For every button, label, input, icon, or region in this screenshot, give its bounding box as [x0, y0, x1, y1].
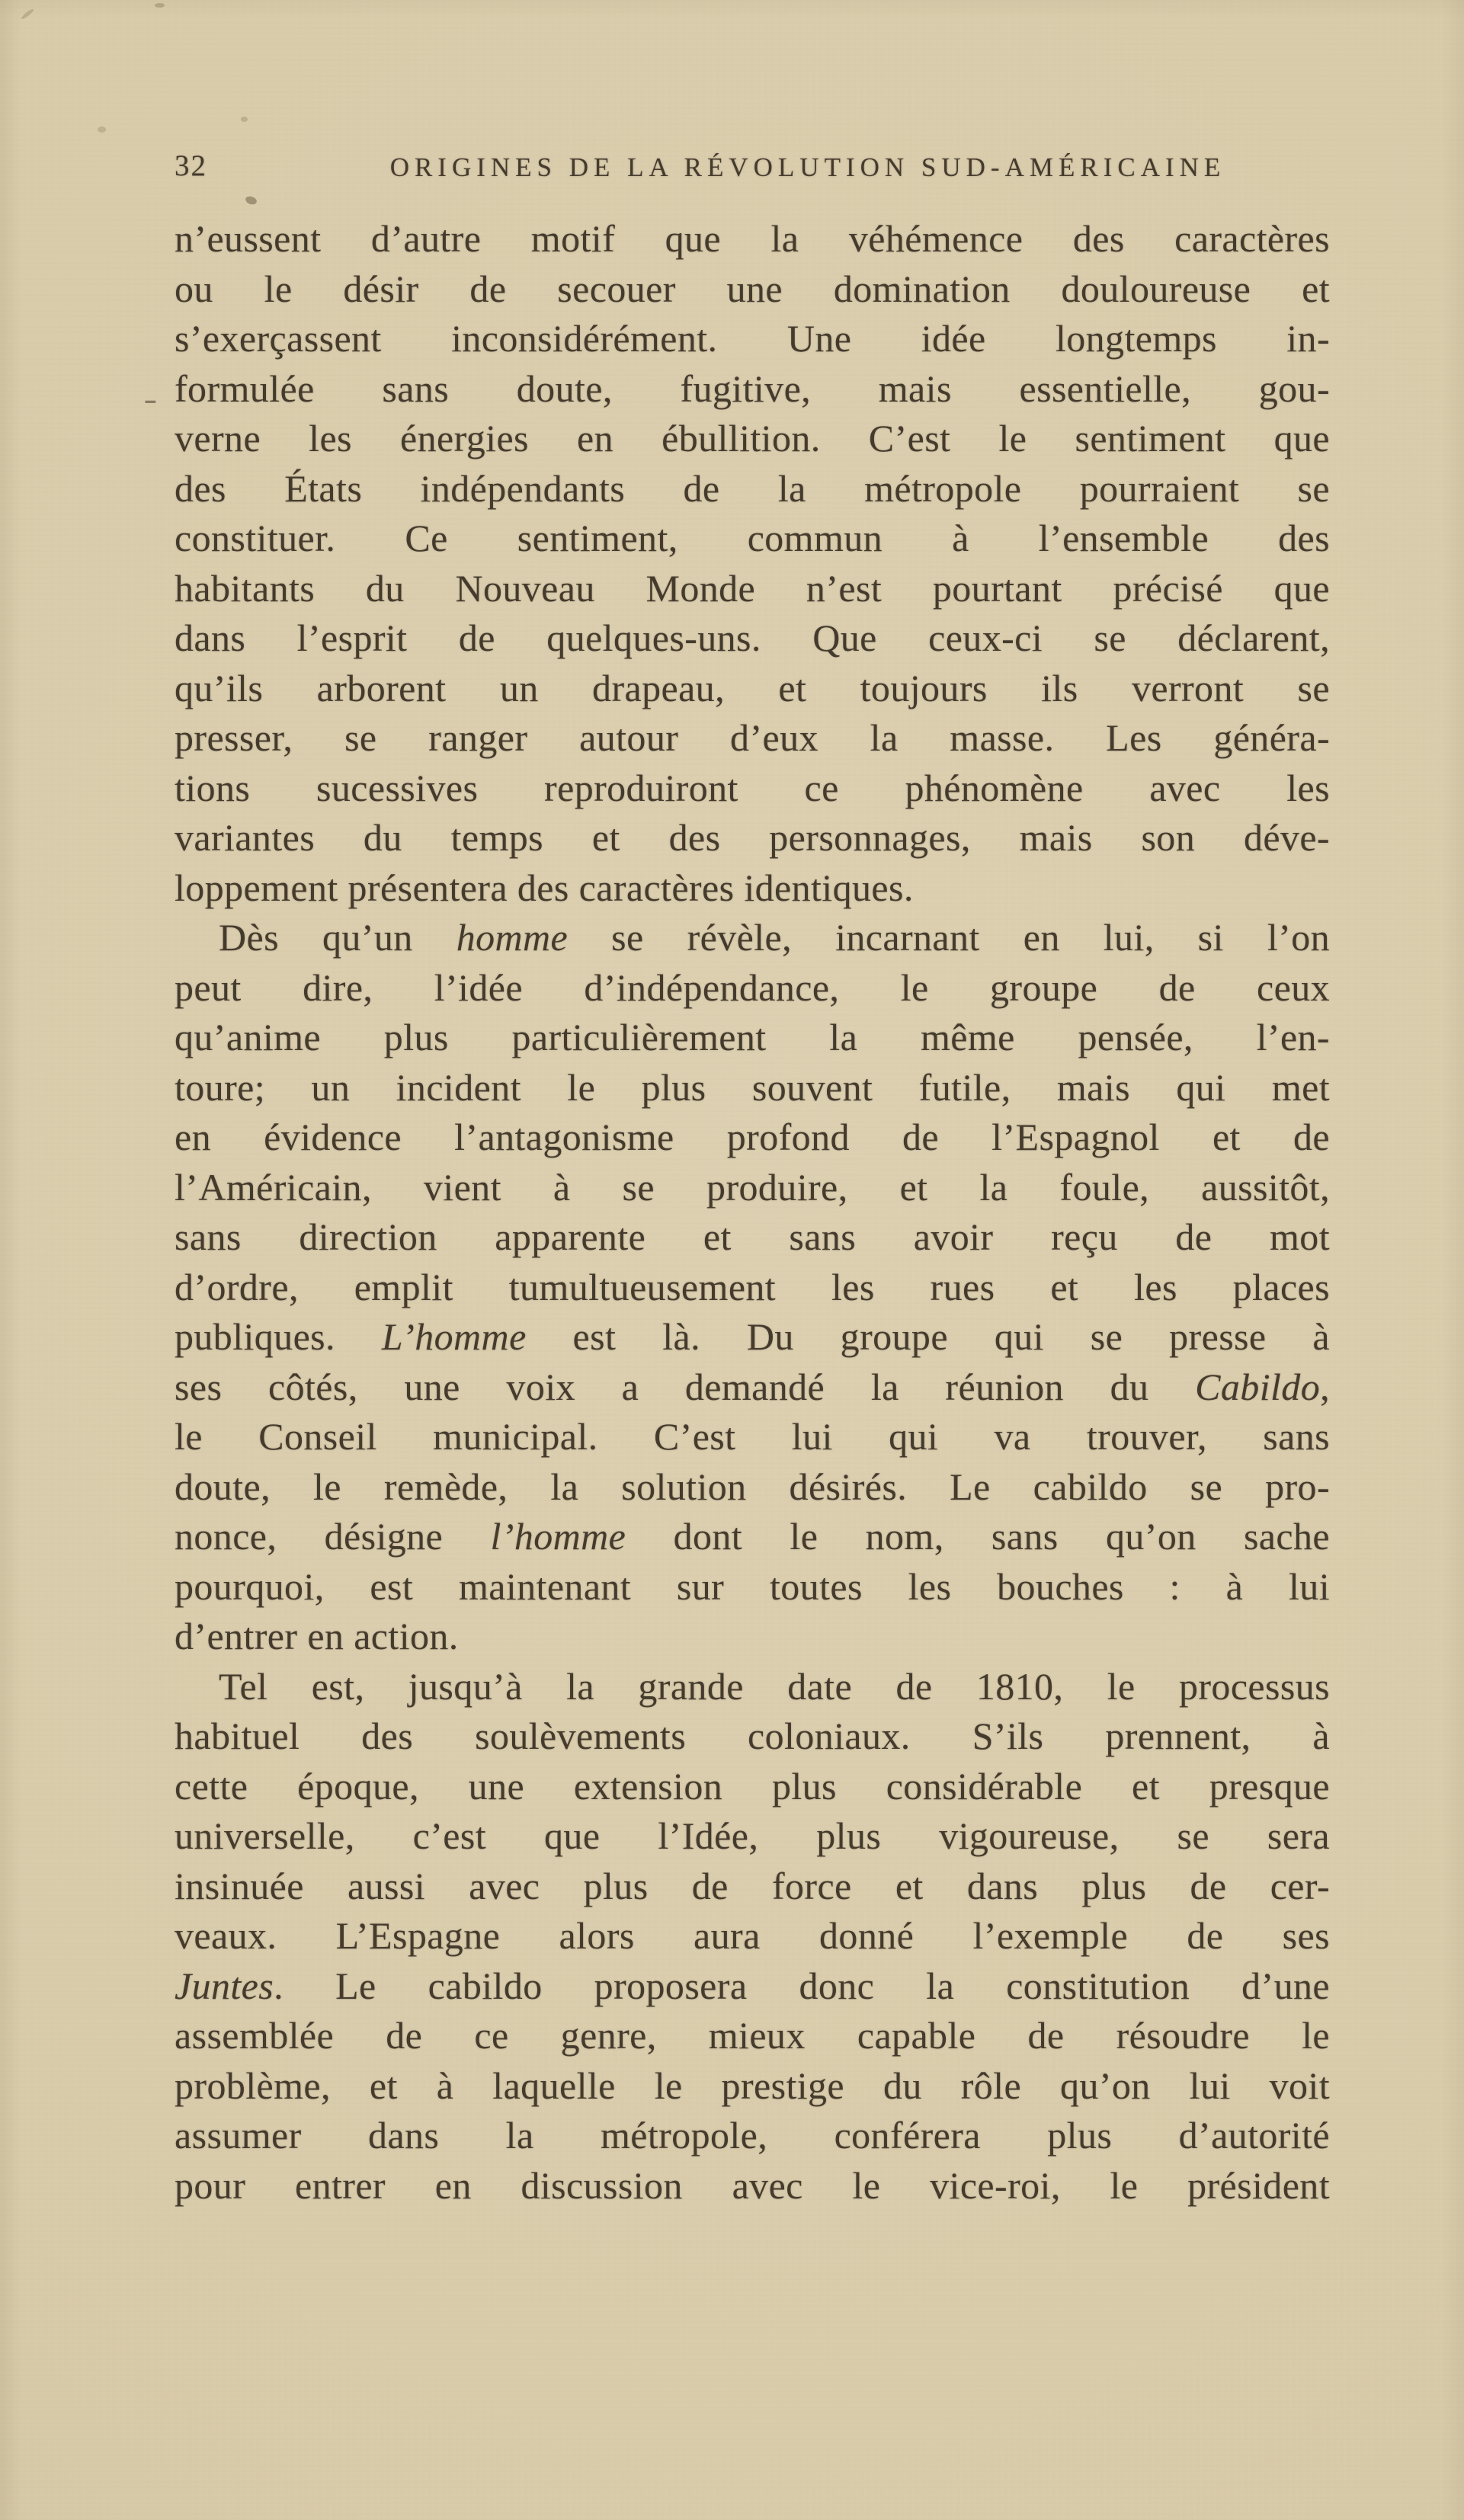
text-segment: nonce, désigne: [175, 1515, 491, 1558]
text-line: [175, 962, 1330, 1013]
text-line: [175, 1212, 1330, 1262]
text-segment: s’exerçassent inconsidérément. Une idée longtemps in-: [175, 317, 1330, 360]
text-line: [175, 1711, 1330, 1761]
text-line: [175, 1411, 1330, 1462]
text-segment: problème, et à laquelle le prestige du rôle qu’on lui voit: [175, 2064, 1330, 2107]
text-segment: dont le nom, sans qu’on sache: [626, 1515, 1330, 1558]
body-text: [175, 0, 1330, 2520]
text-line: [175, 912, 1330, 962]
text-segment: se révèle, incarnant en lui, si l’on: [568, 916, 1330, 959]
text-segment: Tel est, jusqu’à la grande date de 1810, le processus: [219, 1665, 1330, 1708]
text-line: [175, 1761, 1330, 1811]
text-segment: est là. Du groupe qui se presse à: [526, 1315, 1330, 1358]
text-segment: assumer dans la métropole, conférera plus d’autorité: [175, 2114, 1330, 2157]
text-segment: verne les énergies en ébullition. C’est le sentiment que: [175, 417, 1330, 459]
italic-word: l’homme: [490, 1515, 626, 1558]
text-segment: toure; un incident le plus souvent futile, mais qui met: [175, 1066, 1330, 1109]
paper-speck: [241, 117, 248, 122]
text-line: [175, 812, 1330, 863]
text-segment: veaux. L’Espagne alors aura donné l’exemple de ses: [175, 1914, 1330, 1957]
text-segment: d’entrer en action.: [175, 1615, 459, 1657]
text-segment: l’Américain, vient à se produire, et la foule, aussitôt,: [175, 1166, 1330, 1209]
text-segment: presser, se ranger autour d’eux la masse. Les généra-: [175, 716, 1330, 759]
page-number: 32: [175, 149, 207, 182]
text-segment: Dès qu’un: [219, 916, 456, 959]
text-line: [175, 413, 1330, 463]
text-line: [175, 363, 1330, 414]
text-segment: qu’anime plus particulièrement la même pensée, l’en-: [175, 1016, 1330, 1058]
text-segment: cette époque, une extension plus considérable et presque: [175, 1765, 1330, 1808]
text-line: [175, 2061, 1330, 2111]
text-segment: . Le cabildo proposera donc la constitution d’une: [274, 1964, 1330, 2007]
text-line: [175, 463, 1330, 514]
text-segment: ses côtés, une voix a demandé la réunion du: [175, 1366, 1196, 1408]
text-line: [175, 1511, 1330, 1561]
italic-word: homme: [456, 916, 569, 959]
text-line: [175, 1062, 1330, 1113]
text-line: [175, 1162, 1330, 1212]
text-line: [175, 763, 1330, 813]
text-line: [175, 863, 1330, 913]
text-segment: publiques.: [175, 1315, 382, 1358]
paper-speck: [98, 126, 106, 133]
text-segment: pour entrer en discussion avec le vice-roi, le président: [175, 2164, 1330, 2207]
text-segment: habitants du Nouveau Monde n’est pourtant précisé que: [175, 567, 1330, 610]
text-segment: pourquoi, est maintenant sur toutes les bouches : à lui: [175, 1565, 1330, 1608]
text-line: [175, 1611, 1330, 1661]
text-line: [175, 1661, 1330, 1711]
text-line: [175, 2110, 1330, 2160]
text-line: [175, 1112, 1330, 1162]
text-segment: dans l’esprit de quelques-uns. Que ceux-ci se déclarent,: [175, 616, 1330, 659]
text-segment: variantes du temps et des personnages, mais son déve-: [175, 816, 1330, 859]
text-segment: constituer. Ce sentiment, commun à l’ensemble des: [175, 517, 1330, 559]
text-line: [175, 1012, 1330, 1062]
italic-word: Cabildo: [1195, 1366, 1321, 1408]
margin-stray-mark: -: [143, 380, 158, 418]
text-segment: peut dire, l’idée d’indépendance, le groupe de ceux: [175, 966, 1330, 1009]
text-segment: qu’ils arborent un drapeau, et toujours ils verront se: [175, 667, 1330, 709]
text-line: [175, 513, 1330, 563]
text-line: [175, 2160, 1330, 2211]
text-segment: assemblée de ce genre, mieux capable de résoudre le: [175, 2014, 1330, 2057]
paper-speck: [21, 8, 35, 20]
italic-word: L’homme: [381, 1315, 527, 1358]
text-segment: ,: [1320, 1366, 1330, 1408]
text-line: [175, 1811, 1330, 1861]
text-segment: des États indépendants de la métropole pourraient se: [175, 467, 1330, 510]
text-segment: en évidence l’antagonisme profond de l’Espagnol et de: [175, 1116, 1330, 1158]
text-segment: doute, le remède, la solution désirés. Le cabildo se pro-: [175, 1465, 1330, 1508]
text-line: [175, 563, 1330, 613]
text-line: [175, 712, 1330, 763]
text-line: [175, 264, 1330, 314]
text-segment: n’eussent d’autre motif que la véhémence des caractères: [175, 217, 1330, 260]
text-line: [175, 1311, 1330, 1362]
text-segment: habituel des soulèvements coloniaux. S’ils prennent, à: [175, 1715, 1330, 1757]
text-segment: formulée sans doute, fugitive, mais essentielle, gou-: [175, 367, 1330, 410]
text-segment: le Conseil municipal. C’est lui qui va trouver, sans: [175, 1415, 1330, 1458]
text-line: [175, 1462, 1330, 1512]
text-line: [175, 1861, 1330, 1911]
text-line: [175, 1961, 1330, 2011]
text-line: [175, 1561, 1330, 1612]
text-segment: d’ordre, emplit tumultueusement les rues et les places: [175, 1266, 1330, 1308]
text-line: [175, 613, 1330, 663]
text-segment: ou le désir de secouer une domination douloureuse et: [175, 267, 1330, 310]
text-segment: sans direction apparente et sans avoir reçu de mot: [175, 1215, 1330, 1258]
text-line: [175, 213, 1330, 264]
text-line: [175, 1910, 1330, 1961]
text-segment: universelle, c’est que l’Idée, plus vigoureuse, se sera: [175, 1814, 1330, 1857]
text-segment: insinuée aussi avec plus de force et dans plus de cer-: [175, 1865, 1330, 1907]
text-line: [175, 2010, 1330, 2061]
paper-speck: [155, 3, 165, 8]
text-line: [175, 313, 1330, 363]
text-segment: loppement présentera des caractères identiques.: [175, 866, 914, 909]
running-title: ORIGINES DE LA RÉVOLUTION SUD-AMÉRICAINE: [389, 152, 1226, 182]
text-segment: tions sucessives reproduiront ce phénomène avec les: [175, 767, 1330, 809]
text-line: [175, 663, 1330, 713]
text-line: [175, 1262, 1330, 1312]
italic-word: Juntes: [175, 1964, 274, 2007]
text-line: [175, 1362, 1330, 1412]
